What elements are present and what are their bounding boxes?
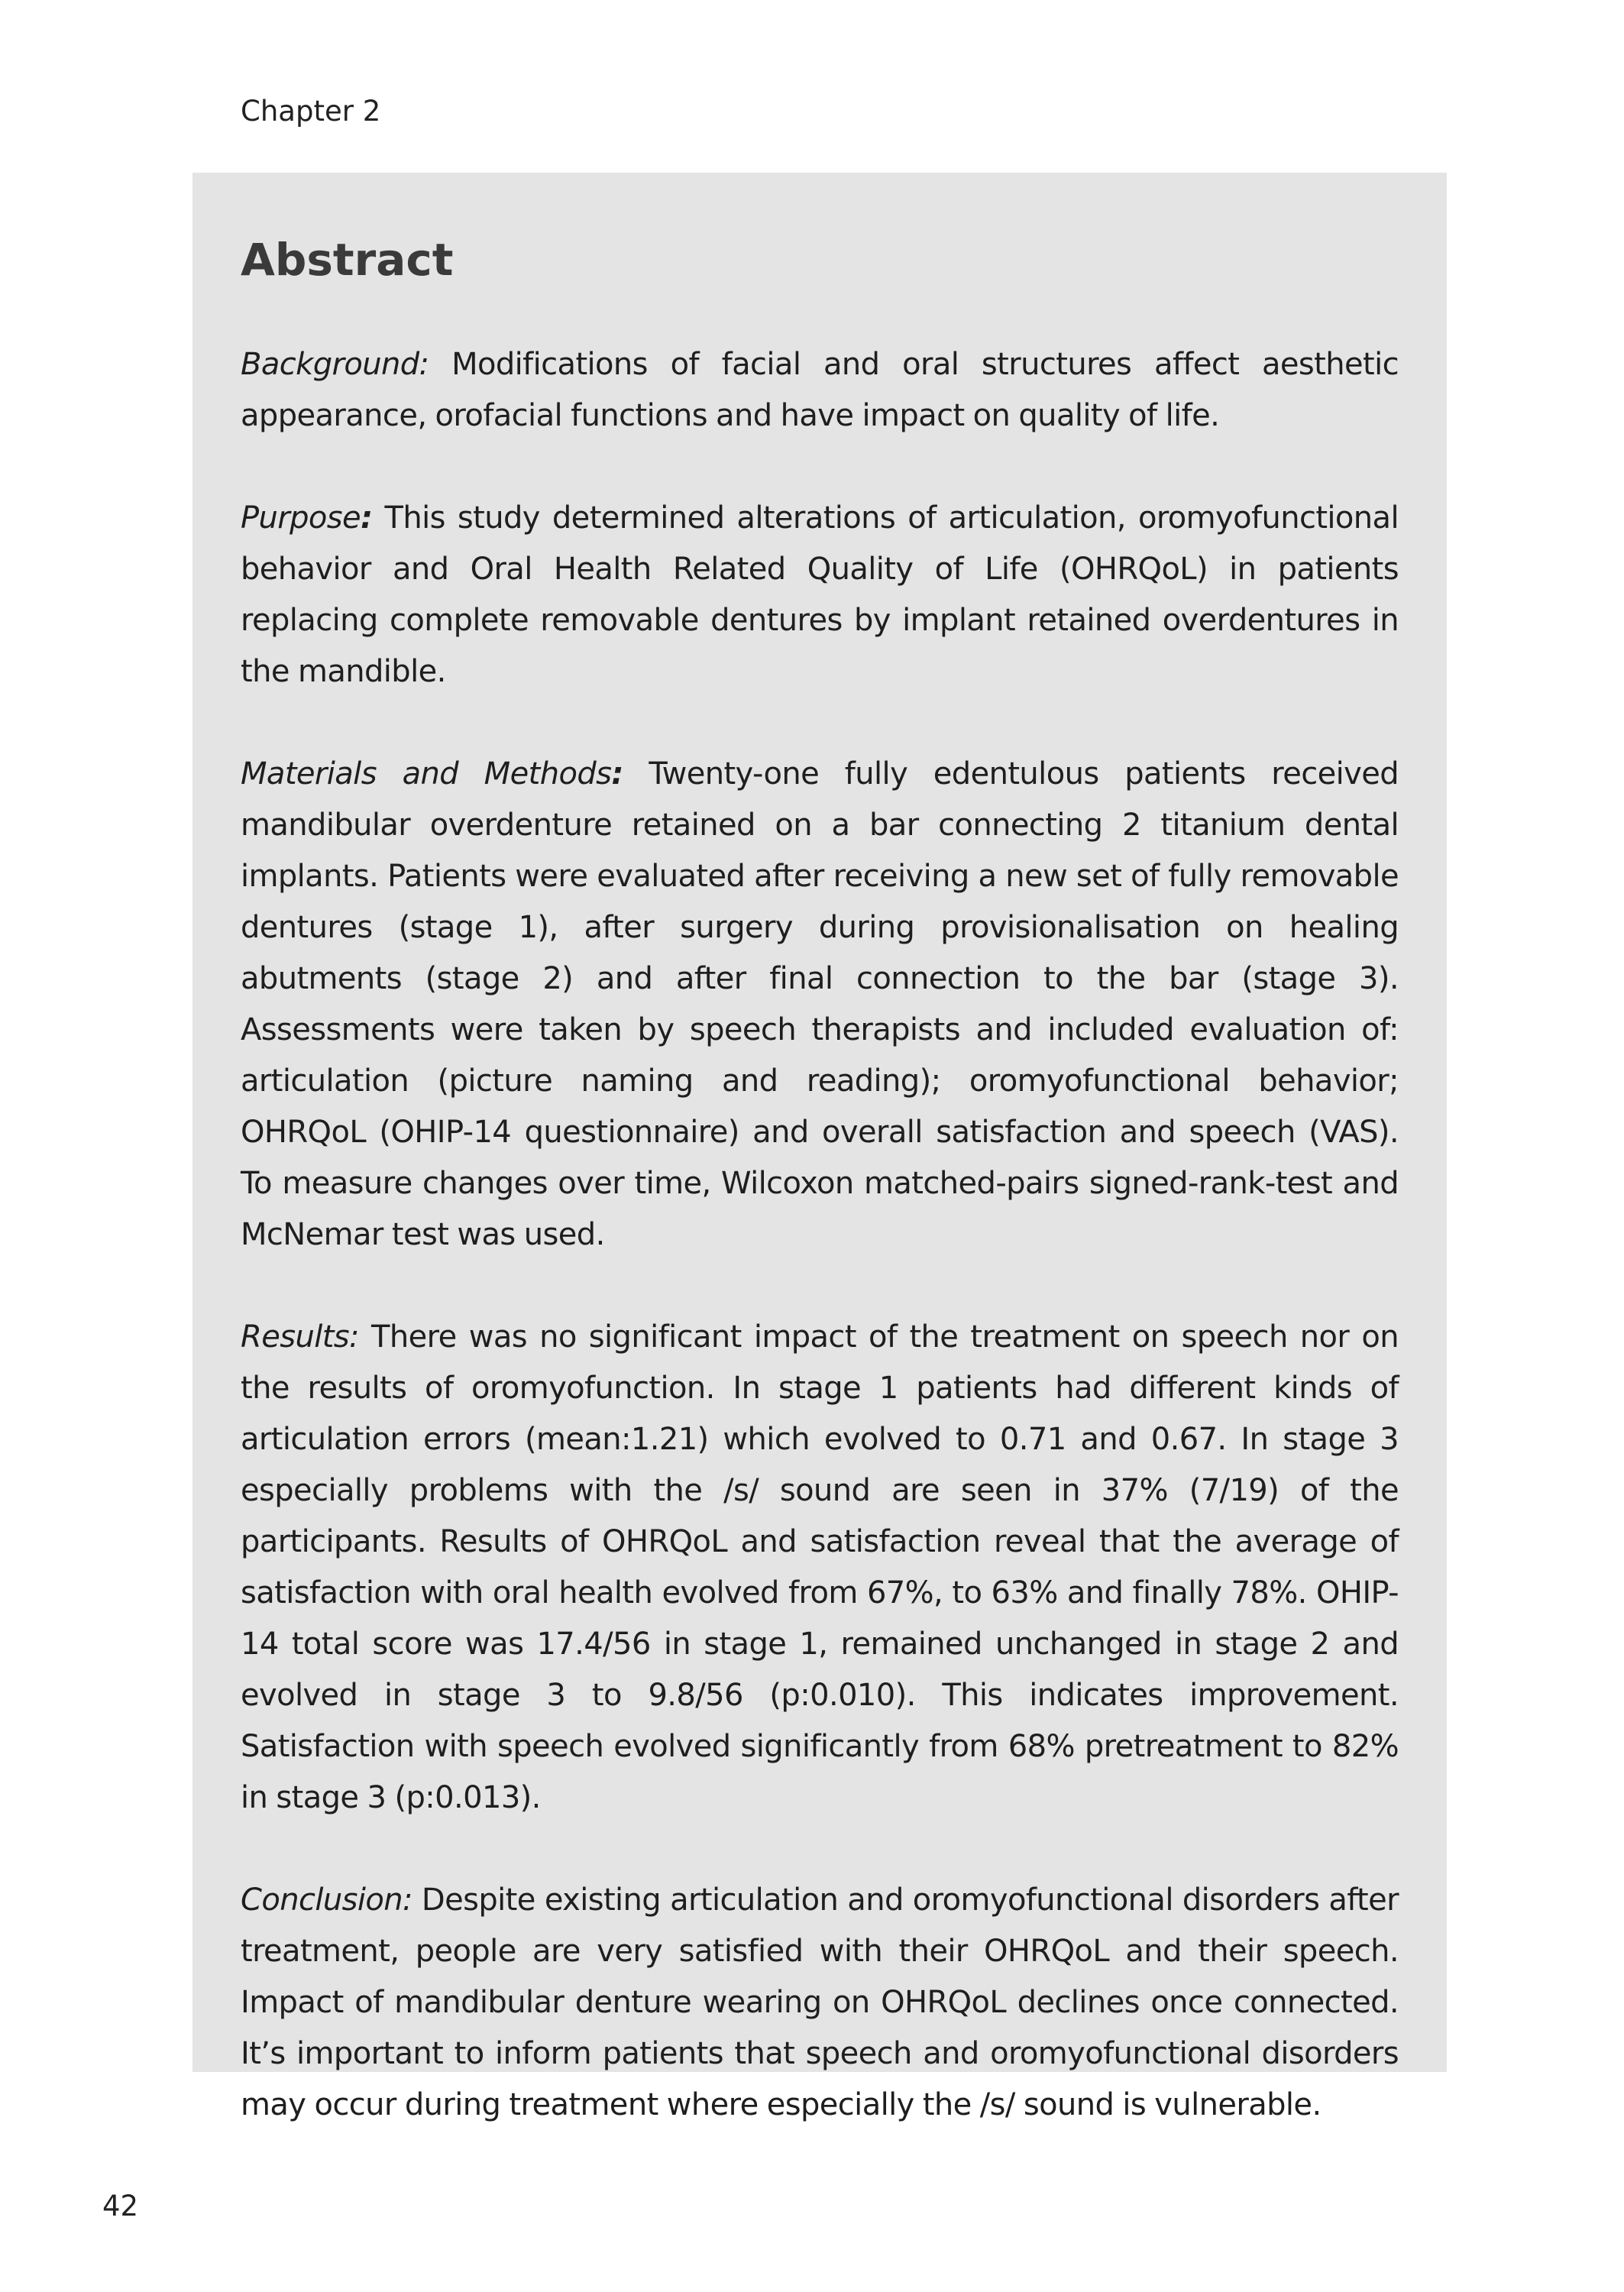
abstract-title: Abstract <box>241 234 454 286</box>
abstract-paragraph-conclusion <box>241 1875 1399 2131</box>
page-number: 42 <box>102 2190 139 2222</box>
abstract-paragraph-purpose <box>241 493 1399 698</box>
abstract-paragraph-results <box>241 1312 1399 1824</box>
paragraph-text: Twenty-one fully edentulous patients received mandibular overdenture retained on a bar connecting 2 titanium dental implants. Patients were evaluated after receiving a new set of fully removable dentures (stage 1), after surgery during provisionalisation on healing abutments (stage 2) and after final connection to the bar (stage 3). Assessments were taken by speech therapists and included evaluation of: articulation (picture naming and reading); oromyofunctional behavior; OHRQoL (OHIP-14 questionnaire) and overall satisfaction and speech (VAS). To measure changes over time, Wilcoxon matched-pairs signed-rank-test and McNemar test was used. <box>241 756 1399 1252</box>
paragraph-label-colon: : <box>419 347 429 382</box>
paragraph-label-colon: : <box>403 1882 412 1918</box>
paragraph-label: Materials and Methods <box>241 756 612 792</box>
paragraph-label-colon: : <box>349 1319 359 1355</box>
running-head: Chapter 2 <box>241 95 381 128</box>
paragraph-text: There was no significant impact of the treatment on speech nor on the results of oromyofunction. In stage 1 patients had different kinds of articulation errors (mean:1.21) which evolved to 0.71 and 0.67. In stage 3 especially problems with the /s/ sound are seen in 37% (7/19) of the participants. Results of OHRQoL and satisfaction reveal that the average of satisfaction with oral health evolved from 67%, to 63% and finally 78%. OHIP-14 total score was 17.4/56 in stage 1, remained unchanged in stage 2 and evolved in stage 3 to 9.8/56 (p:0.010). This indicates improvement. Satisfaction with speech evolved significantly from 68% pretreatment to 82% in stage 3 (p:0.013). <box>241 1319 1399 1815</box>
paragraph-label-colon: : <box>611 756 623 792</box>
paragraph-label: Conclusion <box>241 1882 403 1918</box>
paragraph-label: Background <box>241 347 419 382</box>
paragraph-label: Purpose <box>241 500 361 536</box>
paragraph-label: Results <box>241 1319 350 1355</box>
abstract-body <box>241 339 1399 2182</box>
paragraph-text: Modifications of facial and oral structures affect aesthetic appearance, orofacial functions and have impact on quality of life. <box>241 347 1399 433</box>
paragraph-label-colon: : <box>361 500 373 536</box>
abstract-paragraph-materials-methods <box>241 749 1399 1261</box>
paragraph-text: This study determined alterations of articulation, oromyofunctional behavior and Oral Health Related Quality of Life (OHRQoL) in patients replacing complete removable dentures by implant retained overdentures in the mandible. <box>241 500 1399 689</box>
paragraph-text: Despite existing articulation and oromyofunctional disorders after treatment, people are very satisfied with their OHRQoL and their speech. Impact of mandibular denture wearing on OHRQoL declines once connected. It’s important to inform patients that speech and oromyofunctional disorders may occur during treatment where especially the /s/ sound is vulnerable. <box>241 1882 1399 2122</box>
abstract-paragraph-background <box>241 339 1399 442</box>
